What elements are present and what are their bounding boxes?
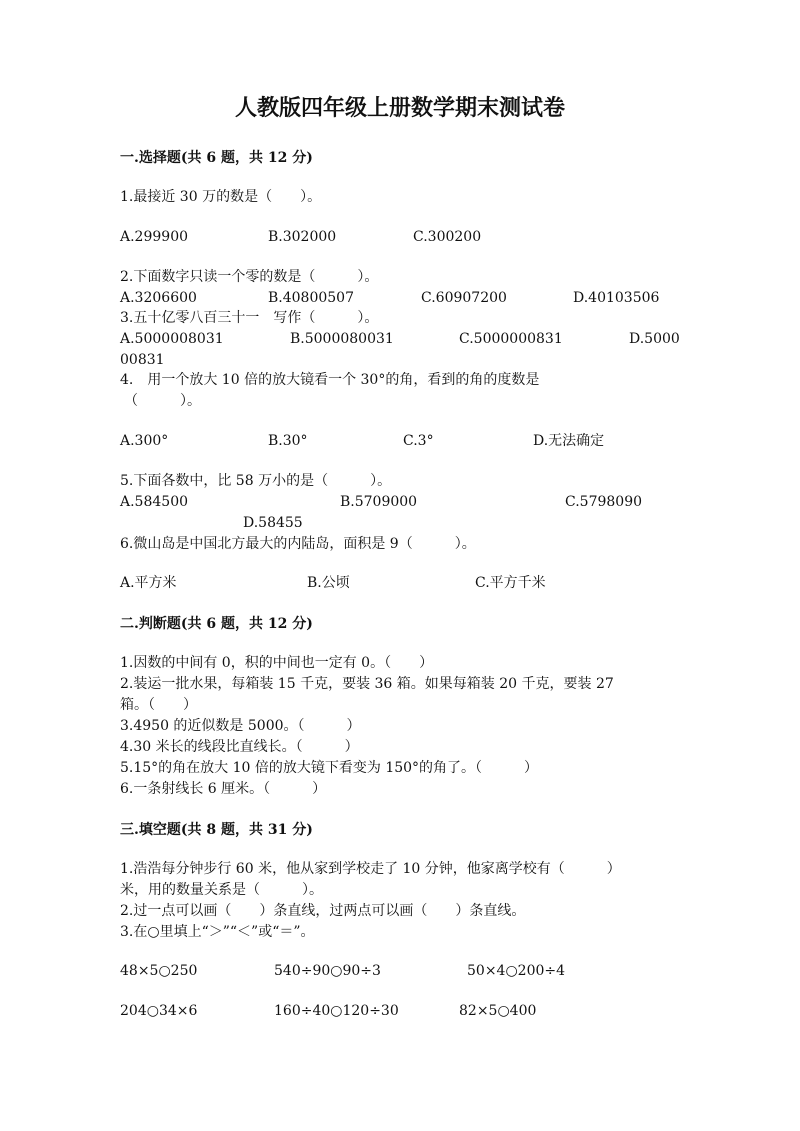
option: A.平方米 <box>120 575 177 591</box>
option: C.5000000831 <box>459 331 563 347</box>
question-stem-cont: （ ）。 <box>124 393 201 409</box>
option: A.300° <box>120 433 169 449</box>
option: D.5000 <box>629 331 680 347</box>
judge-item: 6.一条射线长 6 厘米。（ ） <box>120 781 327 797</box>
fill-item: 2.过一点可以画（ ）条直线，过两点可以画（ ）条直线。 <box>120 903 526 919</box>
option: A.3206600 <box>120 290 197 306</box>
section-heading-choice: 一.选择题(共 6 题，共 12 分) <box>120 150 313 166</box>
fill-item: 1.浩浩每分钟步行 60 米，他从家到学校走了 10 分钟，他家离学校有（ ） <box>120 861 621 877</box>
option: B.5709000 <box>340 494 418 510</box>
option: D.40103506 <box>573 290 660 306</box>
section-heading-judge: 二.判断题(共 6 题，共 12 分) <box>120 616 313 632</box>
section-heading-fill: 三.填空题(共 8 题，共 31 分) <box>120 822 313 838</box>
option: A.584500 <box>120 494 189 510</box>
question-stem: 1.最接近 30 万的数是（ ）。 <box>120 189 322 205</box>
judge-item: 5.15°的角在放大 10 倍的放大镜下看变为 150°的角了。（ ） <box>120 760 539 776</box>
option: B.302000 <box>268 229 337 245</box>
option: B.30° <box>268 433 308 449</box>
option: C.3° <box>403 433 434 449</box>
compare-expression: 48×5○250 <box>120 963 198 979</box>
option-wrap: 00831 <box>120 352 165 368</box>
judge-item-cont: 箱。（ ） <box>120 697 197 713</box>
compare-expression: 204○34×6 <box>120 1003 198 1019</box>
compare-expression: 540÷90○90÷3 <box>274 963 381 979</box>
question-stem: 4. 用一个放大 10 倍的放大镜看一个 30°的角，看到的角的度数是 <box>120 372 540 388</box>
fill-item: 3.在○里填上“＞”“＜”或“＝”。 <box>120 924 315 940</box>
option: A.299900 <box>120 229 189 245</box>
option: B.公顷 <box>307 575 350 591</box>
option: B.5000080031 <box>290 331 394 347</box>
question-stem: 3.五十亿零八百三十一 写作（ ）。 <box>120 310 379 326</box>
judge-item: 3.4950 的近似数是 5000。（ ） <box>120 718 361 734</box>
judge-item: 2.装运一批水果，每箱装 15 千克，要装 36 箱。如果每箱装 20 千克，要装 27 <box>120 676 614 692</box>
page-title: 人教版四年级上册数学期末测试卷 <box>234 95 565 121</box>
option: D.无法确定 <box>533 433 605 449</box>
compare-expression: 82×5○400 <box>459 1003 537 1019</box>
compare-expression: 160÷40○120÷30 <box>274 1003 399 1019</box>
question-stem: 6.微山岛是中国北方最大的内陆岛，面积是 9（ ）。 <box>120 536 476 552</box>
option: C.5798090 <box>565 494 643 510</box>
judge-item: 1.因数的中间有 0，积的中间也一定有 0。（ ） <box>120 655 434 671</box>
fill-item-cont: 米，用的数量关系是（ ）。 <box>120 882 323 898</box>
option: B.40800507 <box>268 290 354 306</box>
option: C.平方千米 <box>475 575 546 591</box>
question-stem: 2.下面数字只读一个零的数是（ ）。 <box>120 269 379 285</box>
option: D.58455 <box>243 515 303 531</box>
judge-item: 4.30 米长的线段比直线长。（ ） <box>120 739 359 755</box>
compare-expression: 50×4○200÷4 <box>467 963 566 979</box>
question-stem: 5.下面各数中，比 58 万小的是（ ）。 <box>120 473 392 489</box>
option: C.60907200 <box>421 290 507 306</box>
option: A.5000008031 <box>120 331 224 347</box>
option: C.300200 <box>413 229 482 245</box>
